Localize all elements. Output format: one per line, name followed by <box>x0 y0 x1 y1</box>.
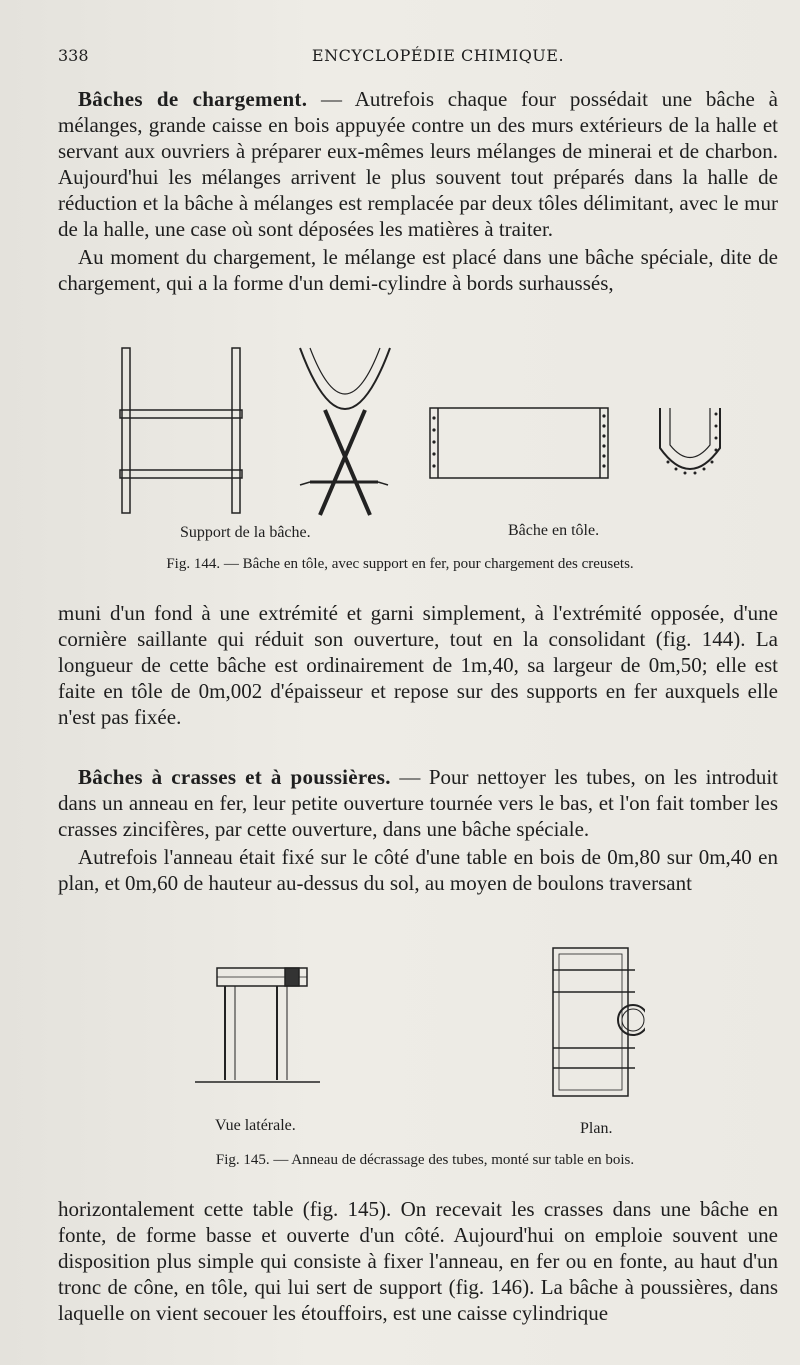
paragraph-text: — Autrefois chaque four possédait une bâche à mélanges, grande caisse en bois appuyée contre un des murs extérieurs de la halle et servant aux ouvriers à préparer eux-mêmes leurs mélanges de minerai et de charbon. Aujourd'hui les mélanges arrivent le plus souvent tout préparés dans la halle de réduction et la bâche à mélanges est remplacée par deux tôles délimitant, avec le mur de la halle, une case où sont déposées les matières à traiter. <box>58 87 778 241</box>
support-post-right <box>232 348 240 513</box>
section-bache-crasses <box>58 764 778 896</box>
section-bache-crasses-cont <box>58 1196 778 1326</box>
section-bache-chargement <box>58 86 778 296</box>
paragraph: horizontalement cette table (fig. 145). On recevait les crasses dans une bâche en fonte, de forme basse et ouverte d'un côté. Aujourd'hui on emploie souvent une disposition plus simple qui consiste à fixer l'anneau, en fer ou en fonte, au haut d'un tronc de cône, en tôle, qui lui sert de support (fig. 146). La bâche à poussières, dans laquelle on vient secouer les étouffoirs, est une caisse cylindrique <box>58 1197 778 1325</box>
page-number: 338 <box>58 46 89 65</box>
paragraph-text: — Pour nettoyer les tubes, on les introduit dans un anneau en fer, leur petite ouverture tournée vers le bas, et l'on fait tomber les crasses zincifères, par cette ouverture, dans une bâche spéciale. <box>58 765 778 841</box>
figure-145-label-vue: Vue latérale. <box>215 1117 296 1134</box>
paragraph: muni d'un fond à une extrémité et garni simplement, à l'extrémité opposée, d'une cornière saillante qui réduit son ouverture, tout en la consolidant (fig. 144). La longueur de cette bâche est ordinairement de 1m,40, sa largeur de 0m,50; elle est faite en tôle de 0m,002 d'épaisseur et repose sur des supports en fer auxquels elle n'est pas fixée. <box>58 601 778 729</box>
paragraph <box>58 764 778 842</box>
running-header <box>58 46 758 70</box>
running-title: ENCYCLOPÉDIE CHIMIQUE. <box>311 46 565 65</box>
paragraph: Au moment du chargement, le mélange est placé dans une bâche spéciale, dite de chargement, qui a la forme d'un demi-cylindre à bords surhaussés, <box>58 245 778 295</box>
figure-144-caption: Fig. 144. — Bâche en tôle, avec support en fer, pour chargement des creusets. <box>166 556 634 572</box>
section-heading: Bâches de chargement. <box>78 87 308 111</box>
figure-145-label-plan: Plan. <box>580 1120 613 1137</box>
section-heading: Bâches à crasses et à poussières. <box>78 765 391 789</box>
section-bache-chargement-cont <box>58 600 778 730</box>
figure-144-label-bache: Bâche en tôle. <box>508 522 600 539</box>
figure-145-drawing <box>195 940 645 1110</box>
paragraph: Autrefois l'anneau était fixé sur le côté d'une table en bois de 0m,80 sur 0m,40 en plan, et 0m,60 de hauteur au-dessus du sol, au moyen de boulons traversant <box>58 845 778 895</box>
support-post-left <box>122 348 130 513</box>
paragraph <box>58 86 778 242</box>
figure-144-drawing <box>110 340 740 520</box>
figure-144-label-support: Support de la bâche. <box>180 524 311 541</box>
figure-145-caption: Fig. 145. — Anneau de décrassage des tubes, monté sur table en bois. <box>215 1152 635 1168</box>
